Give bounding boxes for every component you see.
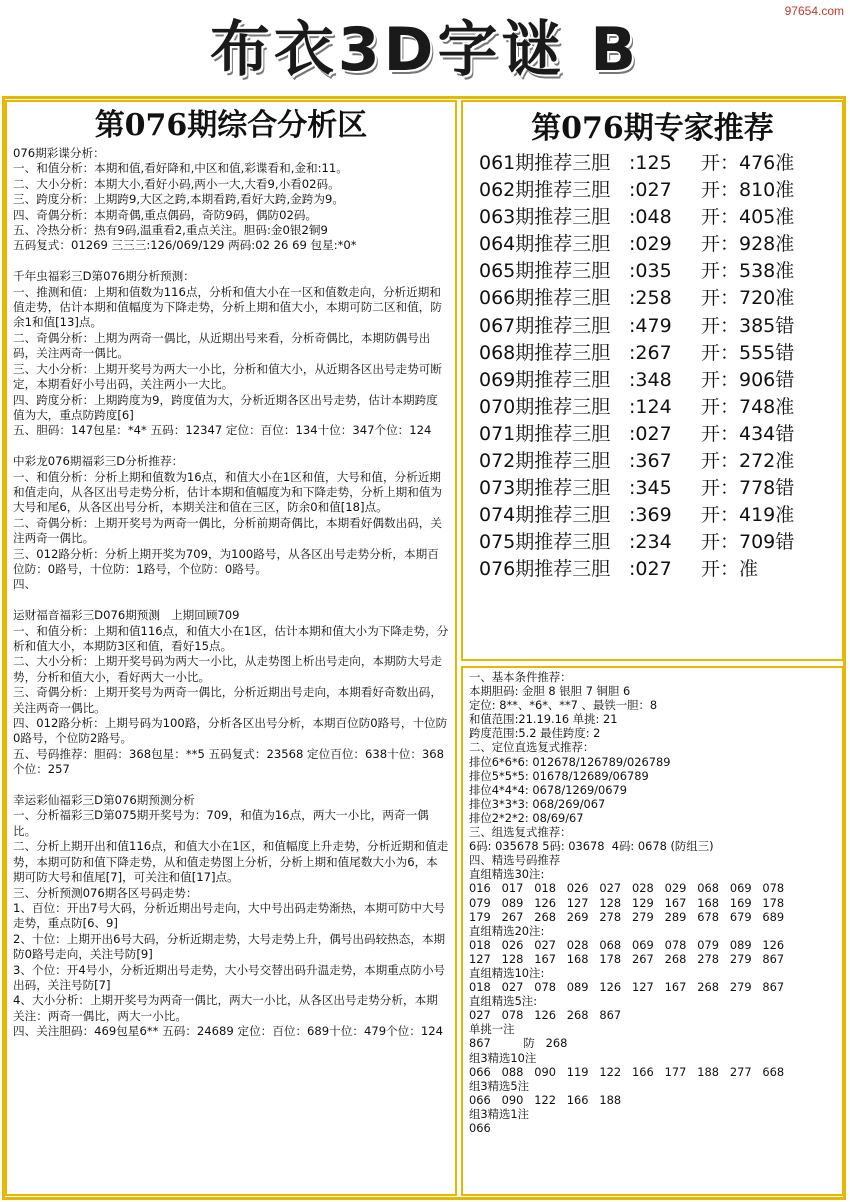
prediction-issue: 071期推荐三胆 [479, 422, 611, 445]
prediction-code: :027 [629, 422, 672, 445]
prediction-result: 开：709错 [701, 531, 795, 554]
prediction-row [463, 231, 842, 258]
prediction-code: :367 [629, 450, 672, 473]
prediction-code: :048 [629, 206, 672, 229]
prediction-row [463, 204, 842, 231]
prediction-result: 开：810准 [701, 179, 795, 202]
prediction-row [463, 475, 842, 502]
recommend-panel [461, 666, 844, 1196]
prediction-result: 开：748准 [701, 395, 795, 418]
prediction-row [463, 529, 842, 556]
prediction-result: 开：419准 [701, 504, 795, 527]
prediction-result: 开：906错 [701, 368, 795, 391]
prediction-code: :029 [629, 233, 672, 256]
prediction-row [463, 177, 842, 204]
prediction-row [463, 556, 842, 583]
prediction-list [463, 150, 842, 584]
prediction-code: :124 [629, 395, 672, 418]
prediction-code: :479 [629, 314, 672, 337]
prediction-result: 开：272准 [701, 450, 795, 473]
prediction-code: :027 [629, 558, 672, 581]
prediction-issue: 072期推荐三胆 [479, 450, 611, 473]
prediction-code: :348 [629, 368, 672, 391]
prediction-code: :267 [629, 341, 672, 364]
expert-panel [461, 100, 844, 661]
prediction-result: 开：928准 [701, 233, 795, 256]
prediction-issue: 064期推荐三胆 [479, 233, 611, 256]
prediction-result: 开：434错 [701, 422, 795, 445]
prediction-row [463, 421, 842, 448]
prediction-code: :125 [629, 152, 672, 174]
prediction-row [463, 367, 842, 394]
recommend-text: 一、基本条件推荐： 本期胆码: 金胆 8 银胆 7 铜胆 6 定位: 8**、*6*、**7 、最铁一胆：8 和值范围:21.19.16 单挑: 21 跨度范围:5.2 最佳跨度: 2 二、定位直选复式推荐： 排位6*6*6: 012678/126789/026789 排位5*5*5: 01678/12689/06789 排位4*4*4: 0678/1269/0679 排位3*3*3: 068/269/067 排位2*2*2: 08/69/67 三、组选复式推荐： 6码: 035678 5码: 03678 4码: 0678 (防组三) 四、精选号码推荐 直组精选30注: 016 017 018 026 027 028 029 068 069 078 079 089 126 127 128 129 167 168 169 178 179 267 268 269 278 279 289 678 679 689 直组精选20注: 018 026 027 028 068 069 078 079 089 126 127 128 167 168 178 267 268 278 279 867 直组精选10注: 018 027 078 089 126 127 167 268 279 867 直组精选5注: 027 078 126 268 867 单挑一注 867 防 268 组3精选10注 066 088 090 119 122 166 177 188 277 668 组3精选5注 066 090 122 166 188 组3精选1注 066 [469, 670, 785, 1135]
prediction-code: :234 [629, 531, 672, 554]
prediction-result: 开：准 [701, 558, 759, 581]
prediction-issue: 075期推荐三胆 [479, 531, 611, 554]
prediction-row [463, 285, 842, 312]
prediction-code: :369 [629, 504, 672, 527]
prediction-code: :258 [629, 287, 672, 310]
prediction-result: 开：778错 [701, 477, 795, 500]
expert-title: 第076期专家推荐 [531, 111, 774, 146]
prediction-result: 开：476准 [701, 152, 795, 174]
prediction-code: :345 [629, 477, 672, 500]
prediction-issue: 076期推荐三胆 [479, 558, 611, 581]
prediction-row [463, 448, 842, 475]
page-banner: 布衣3D字谜 B [209, 15, 641, 85]
prediction-issue: 073期推荐三胆 [479, 477, 611, 500]
analysis-text: 076期彩谍分析： 一、和值分析：本期和值,看好降和,中区和值,彩谍看和,金和:11。 二、大小分析：本期大小,看好小码,两小一大,大看9,小看02码。 三、跨度分析：上期跨9,大区之跨,本期看跨,看好大跨,金跨为9。 四、奇偶分析：本期奇偶,重点偶码，奇防9码，偶防02码。 五、冷热分析：热有9码,温重看2,重点关注。胆码:金0银2铜9 五码复式：01269 三三三:126/069/129 两码:02 26 69 包星:*0* 千年虫福彩三D第076期分析预测： 一、推测和值：上期和值数为116点，分析和值大小在一区和值数走向，分析近期和值走势，估计本期和值幅度为下降走势，分析上期和值大小，本期可防二区和值，防余1和值[13]点。 二、奇偶分析：上期为两奇一偶比，从近期出号来看，分析奇偶比，本期防偶号出码，关注两奇一偶比。 三、大小分析：上期开奖号为两大一小比，分析和值大小，从近期各区出号走势可断定，本期看好小号出码，关注两小一大比。 四、跨度分析：上期跨度为9，跨度值为大，分析近期各区出号走势，估计本期跨度值为大，重点防跨度[6] 五、胆码：147包星：*4* 五码：12347 定位：百位：134十位：347个位：124 中彩龙076期福彩三D分析推荐： 一、和值分析：分析上期和值数为16点，和值大小在1区和值，大号和值，分析近期和值走向，从各区出号走势分析，估计本期和值幅度为和下降走势，分析上期和值为大号和尾6，从各区出号分析，本期关注和值在三区，防余0和值[18]点。 二、奇偶分析：上期开奖号为两奇一偶比，分析前期奇偶比，本期看好偶数出码，关注两奇一偶比。 三、012路分析：分析上期开奖为709，为100路号，从各区出号走势分析，本期百位防：0路号，十位防：1路号，个位防：0路号。 四、 运财福音福彩三D076期预测 上期回顾709 一、和值分析：上期和值116点，和值大小在1区，估计本期和值大小为下降走势，分析和值大小，本期防3区和值，看好15点。 二、大小分析：上期开奖号码为两大一小比，从走势图上析出号走向，本期防大号走势，分析和值大小，看好两大一小比。 三、奇偶分析：上期开奖号为两奇一偶比，分析近期出号走向，本期看好奇数出码，关注两奇一偶比。 四、012路分析：上期号码为100路，分析各区出号分析，本期百位防0路号，十位防0路号，个位防2路号。 五、号码推荐：胆码：368包星：**5 五码复式：23568 定位百位：638十位：368个位：257 幸运彩仙福彩三D第076期预测分析 一、分析福彩三D第075期开奖号为：709，和值为16点，两大一小比，两奇一偶比。 二、分析上期开出和值116点，和值大小在1区，和值幅度上升走势，分析近期和值走势，本期可防和值下降走势，从和值走势图上分析，分析上期和值尾数大小为6，本期可防大号和值尾[7]，可关注和值[17]点。 三、分析预测076期各区号码走势： 1、百位：开出7号大码，分析近期出号走向，大中号出码走势渐热，本期可防中大号走势，重点防[6、9] 2、十位：上期开出6号大码，分析近期走势，大号走势上升，偶号出码较热态，本期防0路号走向，关注号防[9] 3、个位：开4号小，分析近期出号走势，大小号交替出码升温走势，本期重点防小号出码，关注号防[7] 4、大小分析：上期开奖号为两奇一偶比，两大一小比，从各区出号走势分析，本期关注：两奇一偶比，两大一小比。 四、关注胆码：469包星6** 五码：24689 定位：百位：689十位：479个位：124 [13, 146, 449, 1039]
prediction-result: 开：405准 [701, 206, 795, 229]
analysis-panel [5, 100, 457, 1196]
prediction-issue: 061期推荐三胆 [479, 152, 611, 174]
prediction-issue: 068期推荐三胆 [479, 341, 611, 364]
prediction-issue: 066期推荐三胆 [479, 287, 611, 310]
prediction-issue: 074期推荐三胆 [479, 504, 611, 527]
prediction-result: 开：555错 [701, 341, 795, 364]
site-watermark: 97654.com [784, 4, 844, 18]
prediction-issue: 065期推荐三胆 [479, 260, 611, 283]
prediction-issue: 070期推荐三胆 [479, 395, 611, 418]
prediction-issue: 069期推荐三胆 [479, 368, 611, 391]
analysis-title: 第076期综合分析区 [94, 108, 368, 143]
prediction-row [463, 150, 842, 177]
prediction-row [463, 258, 842, 285]
prediction-row [463, 502, 842, 529]
prediction-result: 开：538准 [701, 260, 795, 283]
prediction-code: :027 [629, 179, 672, 202]
prediction-result: 开：720准 [701, 287, 795, 310]
prediction-issue: 063期推荐三胆 [479, 206, 611, 229]
prediction-issue: 067期推荐三胆 [479, 314, 611, 337]
prediction-issue: 062期推荐三胆 [479, 179, 611, 202]
prediction-row [463, 394, 842, 421]
prediction-row [463, 313, 842, 340]
prediction-row [463, 340, 842, 367]
prediction-result: 开：385错 [701, 314, 795, 337]
prediction-code: :035 [629, 260, 672, 283]
